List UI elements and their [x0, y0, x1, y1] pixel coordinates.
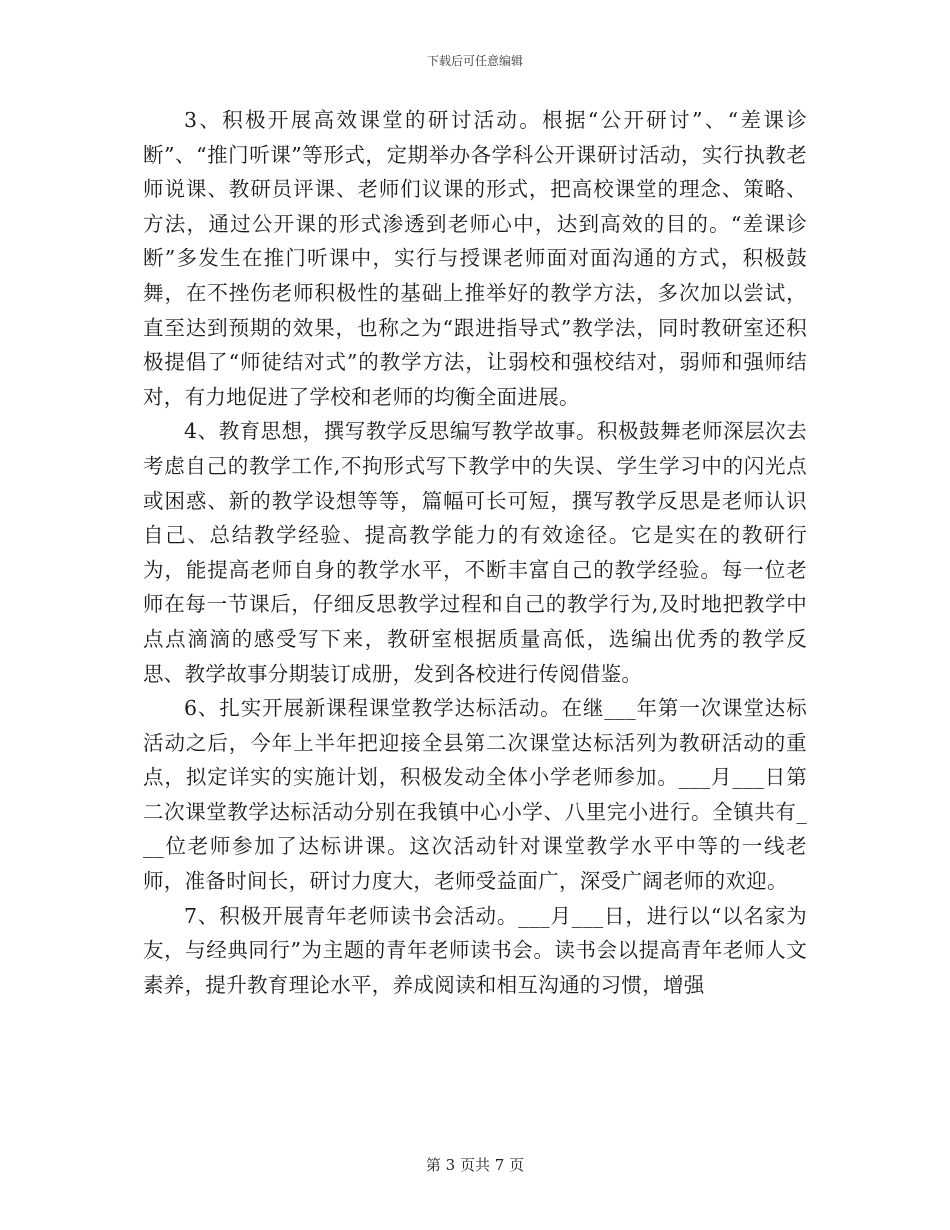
- document-body: [143, 103, 807, 1002]
- page-header-note: 下载后可任意编辑: [426, 54, 523, 68]
- paragraph-3: 3、积极开展高效课堂的研讨活动。根据“公开研讨”、“差课诊断”、“推门听课”等形式，定期举办各学科公开课研讨活动，实行执教老师说课、教研员评课、老师们议课的形式，把高校课堂的理念、策略、方法，通过公开课的形式渗透到老师心中，达到高效的目的。“差课诊断”多发生在推门听课中，实行与授课老师面对面沟通的方式，积极鼓舞，在不挫伤老师积极性的基础上推举好的教学方法，多次加以尝试，直至达到预期的效果，也称之为“跟进指导式”教学法，同时教研室还积极提倡了“师徒结对式”的教学方法，让弱校和强校结对，弱师和强师结对，有力地促进了学校和老师的均衡全面进展。: [143, 108, 807, 409]
- paragraph-7: 7、积极开展青年老师读书会活动。___月___日，进行以“以名家为友，与经典同行”为主题的青年老师读书会。读书会以提高青年老师人文素养，提升教育理论水平，养成阅读和相互沟通的习惯，增强: [143, 903, 807, 997]
- paragraph-4: 4、教育思想，撰写教学反思编写教学故事。积极鼓舞老师深层次去考虑自己的教学工作,不拘形式写下教学中的失误、学生学习中的闪光点或困惑、新的教学设想等等，篇幅可长可短，撰写教学反思是老师认识自己、总结教学经验、提高教学能力的有效途径。它是实在的教研行为，能提高老师自身的教学水平，不断丰富自己的教学经验。每一位老师在每一节课后，仔细反思教学过程和自己的教学行为,及时地把教学中点点滴滴的感受写下来，教研室根据质量高低，选编出优秀的教学反思、教学故事分期装订成册，发到各校进行传阅借鉴。: [143, 419, 807, 686]
- page-number: 第 3 页共 7 页: [425, 1156, 525, 1174]
- paragraph-6: 6、扎实开展新课程课堂教学达标活动。在继___年第一次课堂达标活动之后，今年上半年把迎接全县第二次课堂达标活列为教研活动的重点，拟定详实的实施计划，积极发动全体小学老师参加。___月___日第二次课堂教学达标活动分别在我镇中心小学、八里完小进行。全镇共有___位老师参加了达标讲课。这次活动针对课堂教学水平中等的一线老师，准备时间长，研讨力度大，老师受益面广，深受广阔老师的欢迎。: [143, 696, 807, 894]
